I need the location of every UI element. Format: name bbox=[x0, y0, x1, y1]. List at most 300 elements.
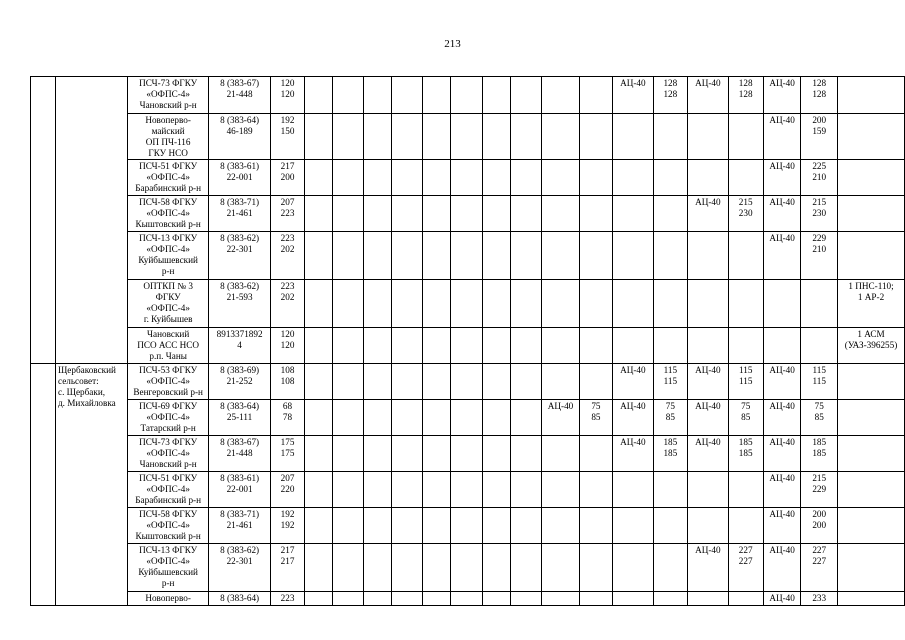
resource-cell-c7 bbox=[333, 544, 364, 592]
resource-cell-c21 bbox=[801, 472, 838, 508]
resource-cell-c12 bbox=[483, 592, 511, 606]
cell-line: 85 bbox=[814, 412, 824, 422]
cell-line: Кыштовский р-н bbox=[135, 219, 201, 229]
resource-cell-c16 bbox=[613, 196, 654, 232]
resource-cell-c16 bbox=[613, 77, 654, 114]
resource-cell-c17 bbox=[653, 472, 688, 508]
cell-line: АЦ-40 bbox=[620, 78, 646, 88]
cell-line: 108 bbox=[280, 365, 295, 375]
cell-line: 8 (383-62) bbox=[220, 545, 260, 555]
phone-cell bbox=[209, 544, 270, 592]
resource-cell-c17 bbox=[653, 592, 688, 606]
resource-cell-c13 bbox=[511, 232, 542, 280]
resource-cell-c8 bbox=[364, 544, 392, 592]
resource-cell-c13 bbox=[511, 280, 542, 328]
resource-cell-c15 bbox=[579, 544, 612, 592]
cell-line: ПСО АСС НСО bbox=[137, 340, 200, 350]
resource-cell-c18 bbox=[688, 364, 729, 400]
resource-cell-c14 bbox=[542, 77, 580, 114]
resource-cell-c9 bbox=[392, 114, 423, 160]
cell-line: 85 bbox=[591, 412, 601, 422]
resource-cell-c13 bbox=[511, 472, 542, 508]
resource-cell-c9 bbox=[392, 508, 423, 544]
resource-cell-c10 bbox=[423, 232, 451, 280]
fire-unit-cell bbox=[127, 592, 209, 606]
cell-line: 115 bbox=[738, 376, 753, 386]
resource-cell-c11 bbox=[450, 160, 482, 196]
resource-cell-c12 bbox=[483, 280, 511, 328]
resource-cell-c14 bbox=[542, 328, 580, 364]
resource-cell-c9 bbox=[392, 280, 423, 328]
cell-line: г. Куйбышев bbox=[143, 314, 193, 324]
distance-cell bbox=[270, 77, 305, 114]
resource-cell-c21 bbox=[801, 436, 838, 472]
resource-cell-c17 bbox=[653, 196, 688, 232]
extra-equipment-cell bbox=[838, 400, 905, 436]
resource-cell-c21 bbox=[801, 280, 838, 328]
cell-line: 75 bbox=[665, 401, 675, 411]
cell-line: 223 bbox=[280, 233, 295, 243]
extra-equipment-cell bbox=[838, 544, 905, 592]
table-row bbox=[31, 232, 905, 280]
distance-cell bbox=[270, 280, 305, 328]
resource-cell-c20 bbox=[763, 592, 801, 606]
resource-cell-c19 bbox=[728, 472, 763, 508]
resource-cell-c17 bbox=[653, 232, 688, 280]
cell-line: 115 bbox=[663, 376, 678, 386]
cell-line: майский bbox=[151, 126, 185, 136]
resource-cell-c21 bbox=[801, 114, 838, 160]
resource-cell-c8 bbox=[364, 592, 392, 606]
distance-cell bbox=[270, 436, 305, 472]
cell-line: ПСЧ-69 ФГКУ bbox=[139, 401, 198, 411]
cell-line: 78 bbox=[282, 412, 293, 422]
cell-line: 8 (383-69) bbox=[220, 365, 260, 375]
resource-cell-c19 bbox=[728, 592, 763, 606]
cell-line: 115 bbox=[663, 365, 678, 375]
resource-cell-c17 bbox=[653, 508, 688, 544]
resource-cell-c12 bbox=[483, 328, 511, 364]
cell-line: 21-461 bbox=[226, 520, 253, 530]
cell-line: 128 bbox=[812, 78, 827, 88]
cell-line: АЦ-40 bbox=[769, 115, 795, 125]
resource-cell-c10 bbox=[423, 328, 451, 364]
resource-cell-c8 bbox=[364, 364, 392, 400]
cell-line: 8 (383-64) bbox=[220, 593, 260, 603]
resource-cell-c18 bbox=[688, 472, 729, 508]
resource-cell-c14 bbox=[542, 544, 580, 592]
cell-line: 217 bbox=[280, 545, 295, 555]
extra-equipment-cell bbox=[838, 160, 905, 196]
cell-line: «ОФПС-4» bbox=[146, 520, 190, 530]
resource-cell-c8 bbox=[364, 508, 392, 544]
cell-line: Барабинский р-н bbox=[135, 183, 202, 193]
cell-line: ПСЧ-53 ФГКУ bbox=[139, 365, 198, 375]
phone-cell bbox=[209, 280, 270, 328]
resource-cell-c15 bbox=[579, 508, 612, 544]
resource-cell-c18 bbox=[688, 436, 729, 472]
cell-line: 115 bbox=[812, 376, 826, 386]
resource-cell-c7 bbox=[333, 232, 364, 280]
cell-line: «ОФПС-4» bbox=[146, 556, 190, 566]
cell-line: АЦ-40 bbox=[769, 161, 795, 171]
resource-cell-c18 bbox=[688, 280, 729, 328]
cell-line: 217 bbox=[280, 556, 295, 566]
cell-line: 1 АР-2 bbox=[857, 292, 885, 302]
resource-cell-c7 bbox=[333, 280, 364, 328]
cell-line: 185 bbox=[738, 448, 753, 458]
row-number-cell bbox=[31, 77, 56, 364]
resource-cell-c14 bbox=[542, 232, 580, 280]
resource-cell-c8 bbox=[364, 400, 392, 436]
resource-cell-c6 bbox=[305, 472, 333, 508]
resource-cell-c16 bbox=[613, 472, 654, 508]
cell-line: 175 bbox=[280, 437, 295, 447]
resource-cell-c21 bbox=[801, 328, 838, 364]
cell-line: 128 bbox=[812, 89, 827, 99]
cell-line: 8 (383-61) bbox=[220, 161, 260, 171]
resource-cell-c20 bbox=[763, 280, 801, 328]
cell-line: ПСЧ-51 ФГКУ bbox=[139, 473, 198, 483]
table-row bbox=[31, 364, 905, 400]
phone-cell bbox=[209, 232, 270, 280]
extra-equipment-cell bbox=[838, 436, 905, 472]
resource-cell-c10 bbox=[423, 114, 451, 160]
distance-cell bbox=[270, 160, 305, 196]
resource-cell-c11 bbox=[450, 77, 482, 114]
resource-cell-c11 bbox=[450, 592, 482, 606]
cell-line: Татарский р-н bbox=[140, 423, 196, 433]
fire-unit-cell bbox=[127, 508, 209, 544]
settlement-cell bbox=[56, 364, 128, 606]
cell-line: 21-448 bbox=[226, 89, 253, 99]
resource-cell-c16 bbox=[613, 232, 654, 280]
resource-cell-c11 bbox=[450, 232, 482, 280]
resource-cell-c16 bbox=[613, 400, 654, 436]
resource-cell-c12 bbox=[483, 544, 511, 592]
resource-cell-c6 bbox=[305, 544, 333, 592]
resource-cell-c7 bbox=[333, 77, 364, 114]
resource-cell-c14 bbox=[542, 196, 580, 232]
distance-cell bbox=[270, 232, 305, 280]
table-row bbox=[31, 77, 905, 114]
cell-line: АЦ-40 bbox=[769, 545, 795, 555]
resource-cell-c11 bbox=[450, 544, 482, 592]
resource-cell-c8 bbox=[364, 160, 392, 196]
cell-line: 85 bbox=[665, 412, 675, 422]
cell-line: Барабинский р-н bbox=[135, 495, 202, 505]
extra-equipment-cell bbox=[838, 328, 905, 364]
resource-cell-c9 bbox=[392, 328, 423, 364]
resource-cell-c19 bbox=[728, 114, 763, 160]
extra-equipment-cell bbox=[838, 508, 905, 544]
resource-cell-c8 bbox=[364, 436, 392, 472]
extra-equipment-cell bbox=[838, 280, 905, 328]
cell-line: АЦ-40 bbox=[547, 401, 574, 411]
fire-unit-cell bbox=[127, 400, 209, 436]
resource-cell-c13 bbox=[511, 77, 542, 114]
resource-cell-c9 bbox=[392, 472, 423, 508]
cell-line: 230 bbox=[812, 208, 827, 218]
extra-equipment-cell bbox=[838, 196, 905, 232]
resource-cell-c8 bbox=[364, 77, 392, 114]
cell-line: 215 bbox=[812, 473, 827, 483]
extra-equipment-cell bbox=[838, 232, 905, 280]
cell-line: Куйбышевский bbox=[138, 567, 198, 577]
table-row bbox=[31, 436, 905, 472]
cell-line: 128 bbox=[663, 89, 678, 99]
cell-line: АЦ-40 bbox=[695, 545, 721, 555]
resource-cell-c21 bbox=[801, 160, 838, 196]
resource-cell-c21 bbox=[801, 232, 838, 280]
resource-cell-c20 bbox=[763, 328, 801, 364]
cell-line: Кыштовский р-н bbox=[135, 531, 201, 541]
cell-line: 185 bbox=[663, 448, 678, 458]
fire-unit-cell bbox=[127, 160, 209, 196]
extra-equipment-cell bbox=[838, 472, 905, 508]
cell-line: 8 (383-67) bbox=[220, 78, 260, 88]
cell-line: 150 bbox=[280, 126, 295, 136]
resource-cell-c12 bbox=[483, 436, 511, 472]
resource-cell-c9 bbox=[392, 436, 423, 472]
cell-line: 75 bbox=[814, 401, 824, 411]
resource-cell-c13 bbox=[511, 160, 542, 196]
resource-cell-c10 bbox=[423, 472, 451, 508]
distance-cell bbox=[270, 592, 305, 606]
cell-line: 8 (383-62) bbox=[220, 233, 260, 243]
resource-cell-c15 bbox=[579, 364, 612, 400]
cell-line: 185 bbox=[812, 437, 827, 447]
resource-cell-c6 bbox=[305, 196, 333, 232]
resource-cell-c11 bbox=[450, 114, 482, 160]
cell-line: Новоперво- bbox=[145, 115, 191, 125]
resource-cell-c15 bbox=[579, 77, 612, 114]
cell-line: 230 bbox=[738, 208, 753, 218]
resource-cell-c13 bbox=[511, 364, 542, 400]
cell-line: 21-252 bbox=[226, 376, 253, 386]
resource-cell-c15 bbox=[579, 592, 612, 606]
resource-cell-c15 bbox=[579, 472, 612, 508]
cell-line: 229 bbox=[812, 484, 827, 494]
cell-line: 4 bbox=[237, 340, 242, 350]
cell-line: 223 bbox=[280, 281, 295, 291]
resource-cell-c14 bbox=[542, 400, 580, 436]
resource-cell-c17 bbox=[653, 544, 688, 592]
resource-cell-c19 bbox=[728, 544, 763, 592]
resource-cell-c6 bbox=[305, 280, 333, 328]
cell-line: АЦ-40 bbox=[769, 365, 795, 375]
cell-line: (УАЗ-396255) bbox=[844, 340, 898, 350]
resource-cell-c18 bbox=[688, 114, 729, 160]
cell-line: 1 ПНС-110; bbox=[848, 281, 894, 291]
resource-cell-c10 bbox=[423, 592, 451, 606]
resource-cell-c10 bbox=[423, 436, 451, 472]
cell-line: «ОФПС-4» bbox=[146, 172, 190, 182]
cell-line: АЦ-40 bbox=[620, 401, 646, 411]
resource-cell-c14 bbox=[542, 592, 580, 606]
resource-cell-c14 bbox=[542, 280, 580, 328]
phone-cell bbox=[209, 114, 270, 160]
fire-unit-cell bbox=[127, 472, 209, 508]
resource-cell-c7 bbox=[333, 160, 364, 196]
cell-line: АЦ-40 bbox=[620, 365, 646, 375]
resource-cell-c16 bbox=[613, 114, 654, 160]
resource-cell-c14 bbox=[542, 508, 580, 544]
resource-cell-c9 bbox=[392, 400, 423, 436]
resource-cell-c16 bbox=[613, 160, 654, 196]
resource-cell-c9 bbox=[392, 232, 423, 280]
fire-unit-cell bbox=[127, 280, 209, 328]
cell-line: «ОФПС-4» bbox=[146, 244, 190, 254]
cell-line: АЦ-40 bbox=[695, 365, 721, 375]
table-row bbox=[31, 114, 905, 160]
resource-cell-c12 bbox=[483, 508, 511, 544]
cell-line: АЦ-40 bbox=[769, 233, 795, 243]
phone-cell bbox=[209, 77, 270, 114]
resource-cell-c15 bbox=[579, 196, 612, 232]
cell-line: 200 bbox=[280, 172, 295, 182]
cell-line: АЦ-40 bbox=[769, 509, 795, 519]
resource-cell-c20 bbox=[763, 400, 801, 436]
resource-cell-c10 bbox=[423, 364, 451, 400]
resource-cell-c17 bbox=[653, 328, 688, 364]
resource-cell-c12 bbox=[483, 232, 511, 280]
cell-line: Новоперво- bbox=[145, 593, 191, 603]
resource-cell-c13 bbox=[511, 436, 542, 472]
cell-line: 8 (383-64) bbox=[220, 115, 260, 125]
cell-line: ПСЧ-58 ФГКУ bbox=[139, 197, 198, 207]
cell-line: 128 bbox=[663, 78, 678, 88]
cell-line: ПСЧ-13 ФГКУ bbox=[139, 233, 198, 243]
resource-cell-c19 bbox=[728, 364, 763, 400]
cell-line: 227 bbox=[738, 545, 753, 555]
cell-line: ОПТКП № 3 bbox=[143, 281, 193, 291]
resource-cell-c17 bbox=[653, 160, 688, 196]
resource-cell-c20 bbox=[763, 472, 801, 508]
cell-line: 21-448 bbox=[226, 448, 253, 458]
phone-cell bbox=[209, 328, 270, 364]
cell-line: 229 bbox=[812, 233, 827, 243]
cell-line: 227 bbox=[812, 556, 827, 566]
resource-cell-c13 bbox=[511, 328, 542, 364]
cell-line: 159 bbox=[812, 126, 827, 136]
cell-line: 120 bbox=[280, 78, 295, 88]
resource-cell-c16 bbox=[613, 328, 654, 364]
cell-line: Чановский bbox=[147, 329, 190, 339]
cell-line: 220 bbox=[280, 484, 295, 494]
resource-cell-c7 bbox=[333, 196, 364, 232]
resource-cell-c6 bbox=[305, 160, 333, 196]
distance-cell bbox=[270, 196, 305, 232]
cell-line: АЦ-40 bbox=[769, 401, 795, 411]
table-row bbox=[31, 592, 905, 606]
cell-line: АЦ-40 bbox=[769, 437, 795, 447]
cell-line: с. Щербаки, bbox=[58, 387, 106, 397]
resource-cell-c10 bbox=[423, 196, 451, 232]
cell-line: 75 bbox=[741, 401, 751, 411]
resource-cell-c6 bbox=[305, 364, 333, 400]
resource-cell-c17 bbox=[653, 436, 688, 472]
resource-cell-c12 bbox=[483, 364, 511, 400]
cell-line: сельсовет: bbox=[58, 376, 99, 386]
cell-line: АЦ-40 bbox=[695, 78, 721, 88]
cell-line: 202 bbox=[280, 292, 295, 302]
phone-cell bbox=[209, 364, 270, 400]
cell-line: 120 bbox=[280, 89, 295, 99]
cell-line: ОП ПЧ-116 bbox=[145, 137, 191, 147]
phone-cell bbox=[209, 472, 270, 508]
cell-line: 227 bbox=[812, 545, 827, 555]
resource-cell-c11 bbox=[450, 436, 482, 472]
resource-cell-c7 bbox=[333, 364, 364, 400]
extra-equipment-cell bbox=[838, 114, 905, 160]
resource-cell-c16 bbox=[613, 280, 654, 328]
cell-line: 223 bbox=[280, 593, 295, 603]
resource-cell-c12 bbox=[483, 77, 511, 114]
resource-cell-c14 bbox=[542, 160, 580, 196]
phone-cell bbox=[209, 160, 270, 196]
resource-cell-c16 bbox=[613, 436, 654, 472]
resource-cell-c10 bbox=[423, 508, 451, 544]
resource-cell-c19 bbox=[728, 160, 763, 196]
resource-cell-c13 bbox=[511, 544, 542, 592]
settlement-cell bbox=[56, 77, 128, 364]
cell-line: 115 bbox=[812, 365, 826, 375]
resource-cell-c13 bbox=[511, 114, 542, 160]
cell-line: «ОФПС-4» bbox=[146, 208, 190, 218]
cell-line: Чановский р-н bbox=[139, 459, 197, 469]
resource-cell-c13 bbox=[511, 400, 542, 436]
resource-cell-c15 bbox=[579, 232, 612, 280]
resource-cell-c8 bbox=[364, 328, 392, 364]
cell-line: 22-301 bbox=[226, 244, 253, 254]
resource-cell-c21 bbox=[801, 544, 838, 592]
resource-cell-c20 bbox=[763, 77, 801, 114]
resource-cell-c17 bbox=[653, 364, 688, 400]
cell-line: 210 bbox=[812, 244, 827, 254]
cell-line: 200 bbox=[812, 115, 827, 125]
resource-cell-c21 bbox=[801, 400, 838, 436]
fire-unit-cell bbox=[127, 364, 209, 400]
resource-cell-c20 bbox=[763, 160, 801, 196]
cell-line: 21-461 bbox=[226, 208, 253, 218]
resource-cell-c20 bbox=[763, 508, 801, 544]
cell-line: 227 bbox=[738, 556, 753, 566]
row-number-cell bbox=[31, 364, 56, 606]
resource-cell-c13 bbox=[511, 508, 542, 544]
resource-cell-c8 bbox=[364, 280, 392, 328]
cell-line: 185 bbox=[663, 437, 678, 447]
resource-cell-c20 bbox=[763, 114, 801, 160]
resource-cell-c14 bbox=[542, 472, 580, 508]
cell-line: ФГКУ bbox=[155, 292, 181, 302]
cell-line: Щербаковский bbox=[58, 365, 116, 375]
resource-cell-c21 bbox=[801, 77, 838, 114]
resource-cell-c7 bbox=[333, 592, 364, 606]
resource-cell-c15 bbox=[579, 114, 612, 160]
resource-cell-c9 bbox=[392, 544, 423, 592]
resource-cell-c19 bbox=[728, 436, 763, 472]
fire-unit-cell bbox=[127, 436, 209, 472]
table-row bbox=[31, 472, 905, 508]
cell-line: 8 (383-71) bbox=[220, 509, 260, 519]
resource-cell-c7 bbox=[333, 328, 364, 364]
resource-cell-c17 bbox=[653, 280, 688, 328]
resource-cell-c18 bbox=[688, 592, 729, 606]
cell-line: 192 bbox=[280, 115, 295, 125]
resource-cell-c21 bbox=[801, 592, 838, 606]
cell-line: ПСЧ-73 ФГКУ bbox=[139, 78, 198, 88]
